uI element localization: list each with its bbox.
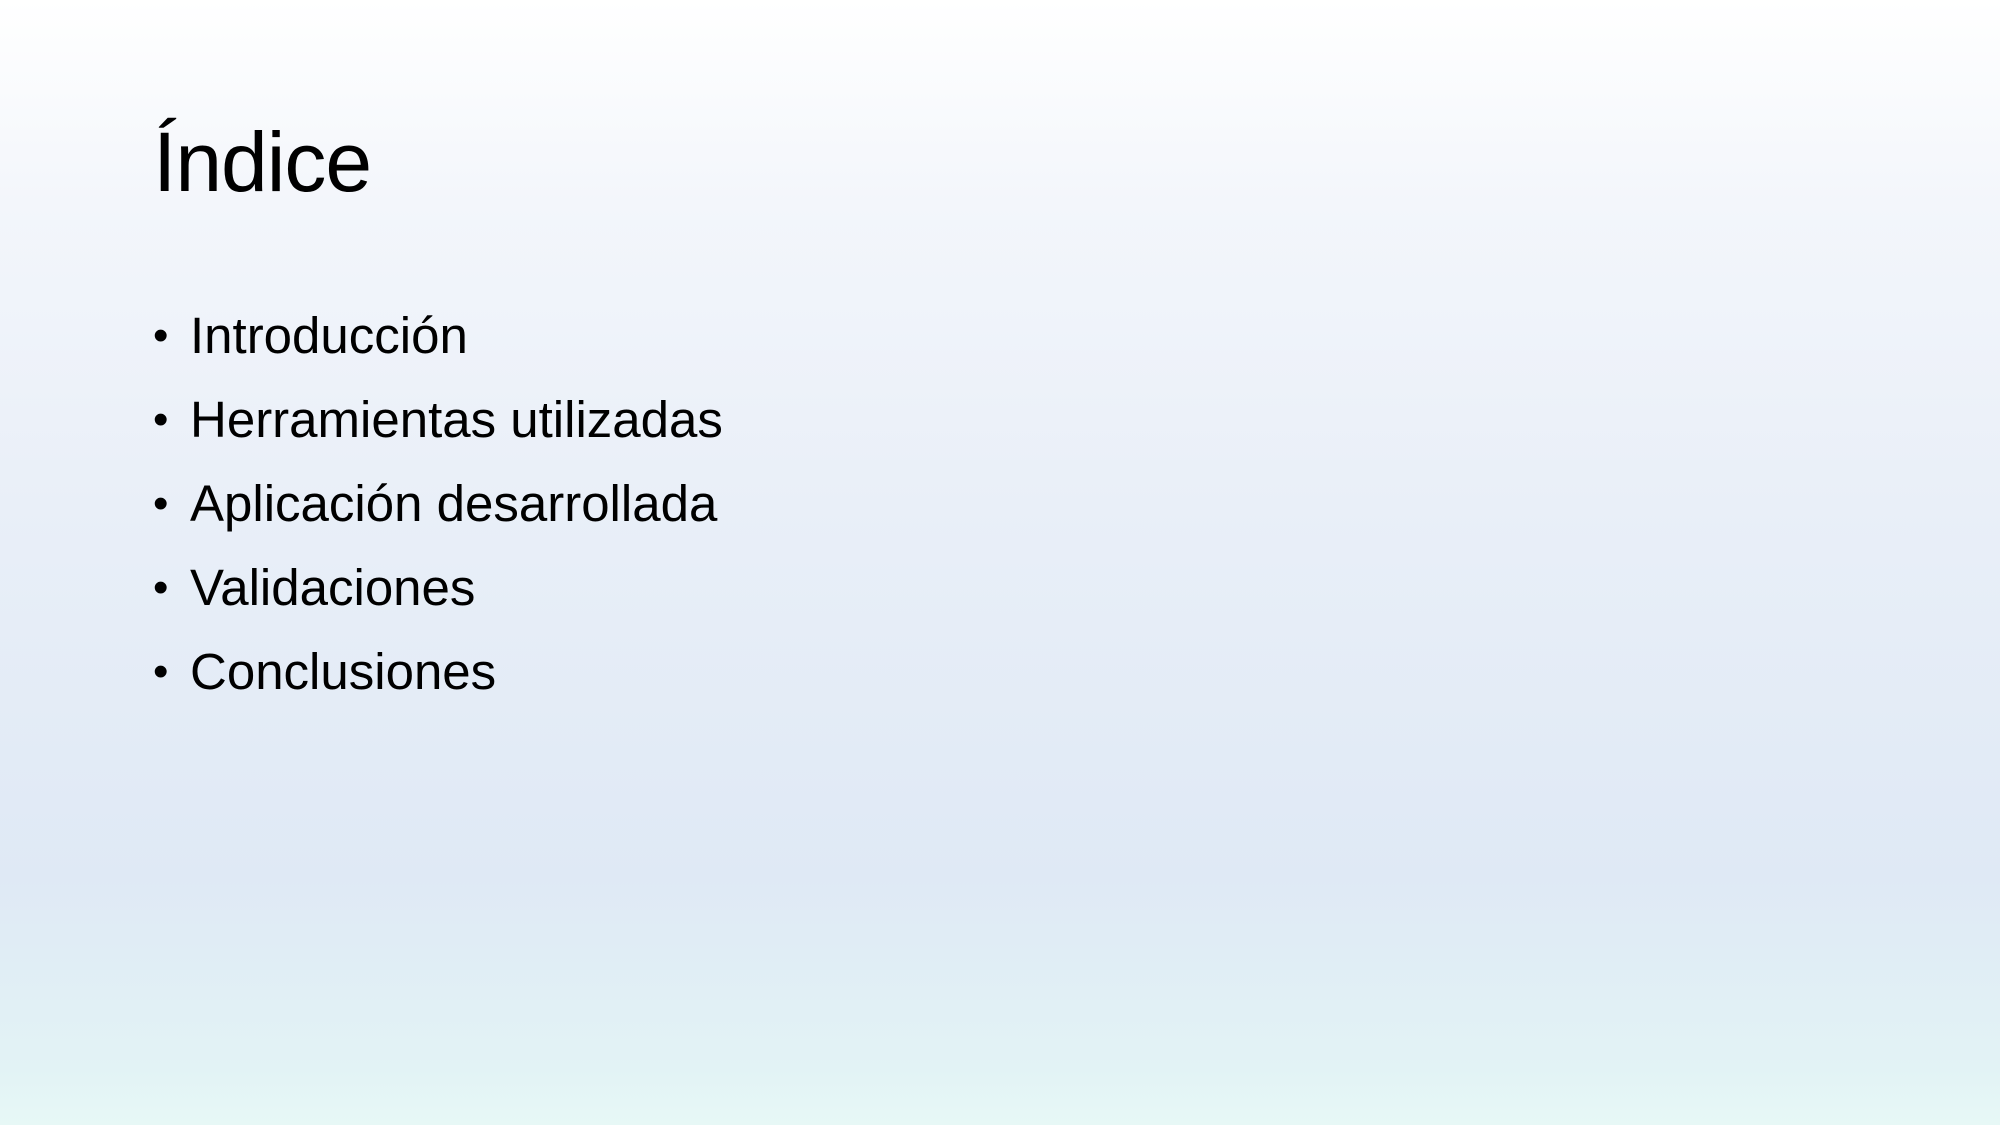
bullet-label: Aplicación desarrollada (190, 475, 718, 532)
bullet-item-herramientas (153, 378, 723, 462)
bullet-item-conclusiones (153, 630, 723, 714)
bullet-icon: • (153, 311, 169, 360)
bullet-item-validaciones (153, 546, 723, 630)
bullet-item-introduccion (153, 294, 723, 378)
bullet-item-aplicacion (153, 462, 723, 546)
bullet-icon: • (153, 563, 169, 612)
bullet-label: Herramientas utilizadas (190, 391, 723, 448)
bullet-label: Validaciones (190, 559, 476, 616)
bullet-icon: • (153, 395, 169, 444)
bullet-icon: • (153, 479, 169, 528)
slide-title: Índice (153, 115, 372, 209)
bullet-label: Introducción (190, 307, 468, 364)
bullet-list (153, 294, 723, 714)
bullet-label: Conclusiones (190, 643, 497, 700)
bullet-icon: • (153, 647, 169, 696)
